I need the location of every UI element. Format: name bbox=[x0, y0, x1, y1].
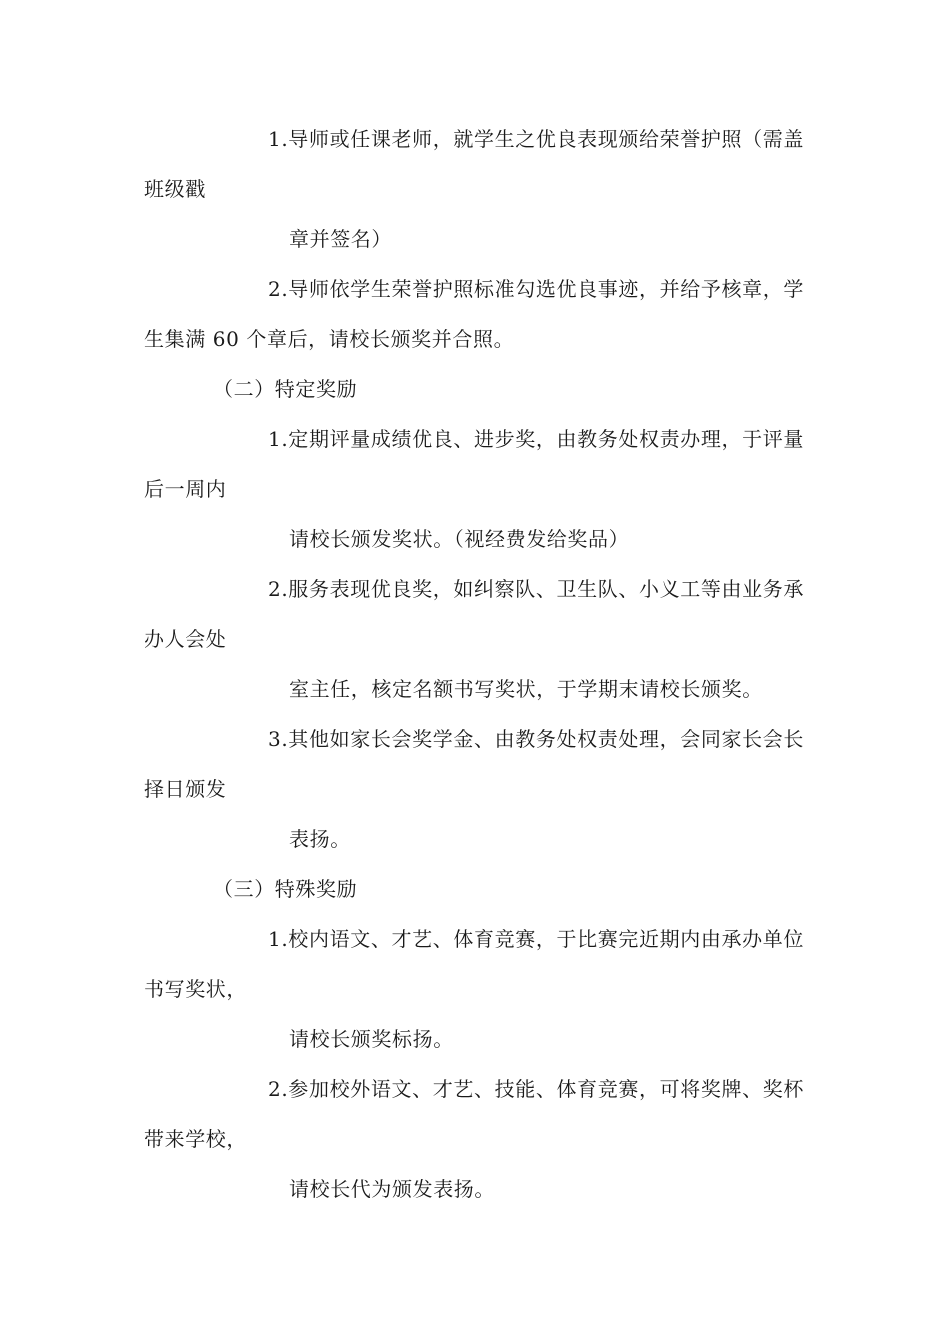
paragraph-line: 书写奖状， bbox=[144, 977, 247, 1001]
paragraph-line: 请校长颁奖标扬。 bbox=[289, 1027, 454, 1051]
paragraph-line: 3.其他如家长会奖学金、由教务处权责处理，会同家长会长 bbox=[268, 727, 804, 751]
paragraph-line: 1.校内语文、才艺、体育竞赛，于比赛完近期内由承办单位 bbox=[268, 927, 804, 951]
paragraph-line: 室主任，核定名额书写奖状，于学期末请校长颁奖。 bbox=[289, 677, 763, 701]
paragraph-line: 表扬。 bbox=[289, 827, 351, 851]
paragraph-line: 请校长颁发奖状。（视经费发给奖品） bbox=[289, 527, 630, 551]
paragraph-line: 带来学校， bbox=[144, 1127, 247, 1151]
paragraph-line: 择日颁发 bbox=[144, 777, 227, 801]
paragraph-line: 1.定期评量成绩优良、进步奖，由教务处权责办理，于评量 bbox=[268, 427, 804, 451]
paragraph-line: 生集满 60 个章后，请校长颁奖并合照。 bbox=[144, 327, 515, 351]
paragraph-line: 请校长代为颁发表扬。 bbox=[289, 1177, 495, 1201]
paragraph-line: 2.导师依学生荣誉护照标准勾选优良事迹，并给予核章，学 bbox=[268, 277, 804, 301]
paragraph-line: 后一周内 bbox=[144, 477, 227, 501]
paragraph-line: 章并签名） bbox=[289, 227, 392, 251]
paragraph-line: 办人会处 bbox=[144, 627, 227, 651]
paragraph-line: 2.参加校外语文、才艺、技能、体育竞赛，可将奖牌、奖杯 bbox=[268, 1077, 804, 1101]
section-heading: （二）特定奖励 bbox=[213, 377, 358, 401]
paragraph-line: 1.导师或任课老师，就学生之优良表现颁给荣誉护照（需盖 bbox=[268, 127, 804, 151]
paragraph-line: 班级戳 bbox=[144, 177, 206, 201]
paragraph-line: 2.服务表现优良奖，如纠察队、卫生队、小义工等由业务承 bbox=[268, 577, 804, 601]
section-heading: （三）特殊奖励 bbox=[213, 877, 358, 901]
